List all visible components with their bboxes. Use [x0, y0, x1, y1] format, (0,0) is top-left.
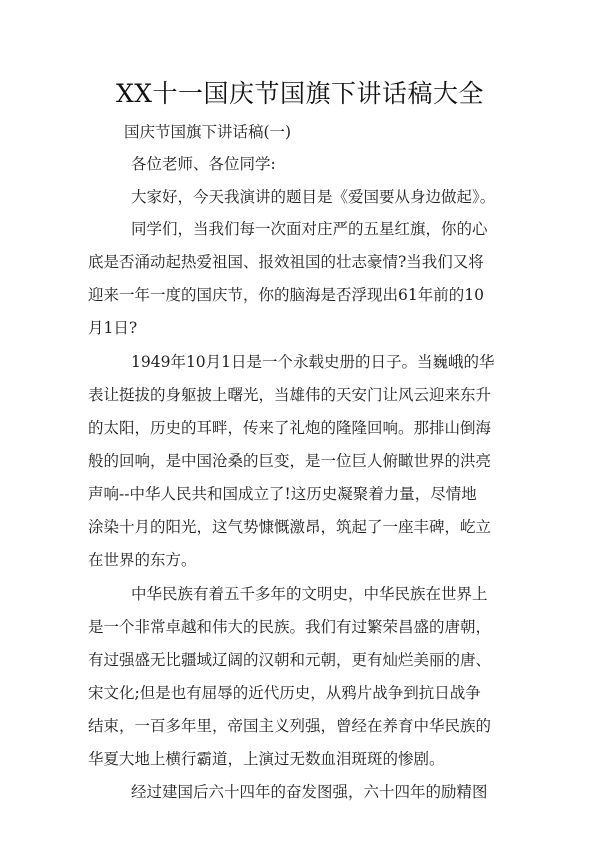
paragraph-3-line-6: 涂染十月的阳光，这气势慷慨激昂，筑起了一座丰碑，屹立	[88, 518, 492, 536]
paragraph-4-line-5: 结束，一百多年里，帝国主义列强，曾经在养育中华民族的	[88, 717, 492, 735]
paragraph-3-line-7: 在世界的东方。	[88, 551, 197, 569]
paragraph-4-line-1: 中华民族有着五千多年的文明史，中华民族在世界上	[131, 585, 488, 603]
paragraph-2-line-2: 底是否涌动起热爱祖国、报效祖国的壮志豪情?当我们又将	[88, 253, 484, 271]
paragraph-4-line-6: 华夏大地上横行霸道，上演过无数血泪斑斑的惨剧。	[88, 750, 445, 768]
paragraph-1-line-1: 大家好，今天我演讲的题目是《爱国要从身边做起》。	[131, 188, 496, 206]
paragraph-5-line-1: 经过建国后六十四年的奋发图强，六十四年的励精图	[131, 783, 488, 801]
paragraph-4-line-4: 宋文化;但是也有屈辱的近代历史，从鸦片战争到抗日战争	[88, 684, 481, 702]
paragraph-4-line-2: 是一个非常卓越和伟大的民族。我们有过繁荣昌盛的唐朝，	[88, 618, 492, 636]
paragraph-2-line-4: 月1日?	[88, 319, 138, 337]
paragraph-4-line-3: 有过强盛无比疆域辽阔的汉朝和元朝，更有灿烂美丽的唐、	[88, 651, 492, 669]
greeting: 各位老师、各位同学:	[131, 155, 276, 173]
paragraph-3-line-5: 声响--中华人民共和国成立了!这历史凝聚着力量，尽情地	[88, 485, 477, 503]
paragraph-3-line-2: 表让挺拔的身躯披上曙光，当雄伟的天安门让风云迎来东升	[88, 386, 492, 404]
paragraph-3-line-1: 1949年10月1日是一个永载史册的日子。当巍峨的华	[131, 353, 495, 371]
paragraph-3-line-3: 的太阳，历史的耳畔，传来了礼炮的隆隆回响。那排山倒海	[88, 419, 492, 437]
paragraph-2-line-1: 同学们，当我们每一次面对庄严的五星红旗，你的心	[131, 220, 488, 238]
document-subtitle: 国庆节国旗下讲话稿(一)	[124, 123, 292, 141]
paragraph-2-line-3: 迎来一年一度的国庆节，你的脑海是否浮现出61年前的10	[88, 286, 484, 304]
paragraph-3-line-4: 般的回响，是中国沧桑的巨变，是一位巨人俯瞰世界的洪亮	[88, 452, 492, 470]
document-title: XX十一国庆节国旗下讲话稿大全	[115, 79, 485, 108]
